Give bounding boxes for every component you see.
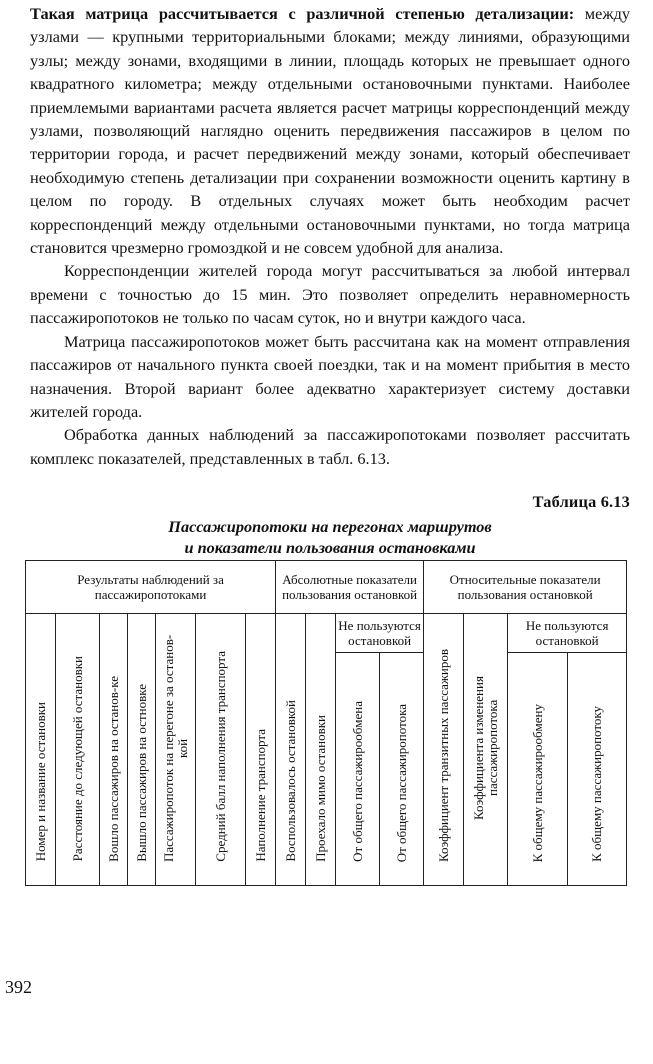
col-distance [56, 614, 100, 886]
col-avg-fill-score-label: Средний балл наполнения транспорта [212, 650, 228, 862]
subgroup-not-used-relative: Не пользуются остановкой [508, 614, 627, 653]
col-stop-name-label: Номер и название остановки [32, 702, 48, 862]
col-to-total-exchange-label: К общему пассажирообмену [529, 703, 545, 863]
col-flow-change-coef [464, 614, 508, 886]
col-to-total-exchange [508, 653, 568, 886]
group-observations: Результаты наблюдений за пассажиропотоками [26, 561, 276, 614]
col-passed-stop [306, 614, 336, 886]
col-passed-stop-label: Проехало мимо остановки [312, 714, 328, 862]
col-alighted [128, 614, 156, 886]
table-header-row-2 [26, 614, 627, 653]
paragraph-2: Корреспонденции жителей города могут рассчитываться за любой интервал времени с точностью до 15 мин. Это позволяет определить неравномерность пассажиропотоков не только по часам суток, но и внутри каждого часа. [30, 261, 630, 328]
col-boarded [100, 614, 128, 886]
col-of-total-exchange [336, 653, 380, 886]
col-stop-name [26, 614, 56, 886]
table-header-row-1 [26, 561, 627, 614]
col-used-stop [276, 614, 306, 886]
table-title-line-2: и показатели пользования остановками [184, 538, 476, 558]
col-avg-fill-score [196, 614, 246, 886]
col-to-total-flow-label: К общему пассажиропотоку [589, 706, 605, 863]
paragraph-1 [30, 2, 630, 259]
group-relative: Относительные показатели пользования остановкой [424, 561, 627, 614]
paragraph-1-lead: Такая матрица рассчитывается с различной степенью детализации: [30, 4, 575, 23]
page-number: 392 [5, 977, 32, 997]
col-to-total-flow [568, 653, 627, 886]
table-title-line-1: Пассажиропотоки на перегонах маршрутов [168, 517, 492, 537]
col-transit-coef [424, 614, 464, 886]
indicators-table [25, 560, 627, 886]
col-occupancy [246, 614, 276, 886]
paragraph-4: Обработка данных наблюдений за пассажиропотоками позволяет рассчитать комплекс показателей, представленных в табл. 6.13. [30, 425, 630, 468]
col-flow-change-coef-label: Коэффициента изменения пассажиропотока [470, 675, 500, 820]
group-absolute: Абсолютные показатели пользования остановкой [276, 561, 424, 614]
col-distance-label: Расстояние до следующей остановки [69, 656, 85, 862]
col-alighted-label: Вышло пассажиров на остновке [133, 683, 149, 862]
page-content [30, 2, 630, 886]
col-boarded-label: Вошло пассажиров на останов-ке [105, 675, 121, 862]
paragraph-3: Матрица пассажиропотоков может быть рассчитана как на момент отправления пассажиров от начального пункта своей поездки, так и на момент прибытия в место назначения. Второй вариант более адекватно характеризует систему доставки жителей города. [30, 331, 630, 421]
col-of-total-exchange-label: От общего пассажирообмена [349, 701, 365, 863]
col-occupancy-label: Наполнение транспорта [252, 728, 268, 862]
table-title [30, 516, 630, 558]
col-used-stop-label: Воспользовалось остановкой [282, 700, 298, 862]
col-of-total-flow [380, 653, 424, 886]
col-transit-coef-label: Коэффициент транзитных пассажиров [435, 648, 451, 862]
col-section-flow [156, 614, 196, 886]
subgroup-not-used-absolute: Не пользуются остановкой [336, 614, 424, 653]
col-of-total-flow-label: От общего пассажиропотока [393, 703, 409, 863]
paragraph-1-body: между узлами — крупными территориальными блоками; между линиями, образующими узлы; между зонами, входящими в линии, площадь которых не превышает одного квадратного километра; между отдельными остановочными пунктами. Наиболее приемлемыми вариантами расчета является расчет матрицы корреспонденций между узлами, позволяющий наглядно оценить передвижения пассажиров в целом по территории города, и расчет передвижений между зонами, который обеспечивает необходимую степень детализации при сохранении возможности оценить картину в целом по городу. В отдельных случаях может быть необходим расчет корреспонденций между отдельными остановочными пунктами, но тогда матрица становится чрезмерно громоздкой и не совсем удобной для анализа. [30, 4, 630, 258]
table-number: Таблица 6.13 [532, 492, 630, 512]
col-section-flow-label: Пассажиропоток на перегоне за останов-кой [160, 634, 190, 862]
